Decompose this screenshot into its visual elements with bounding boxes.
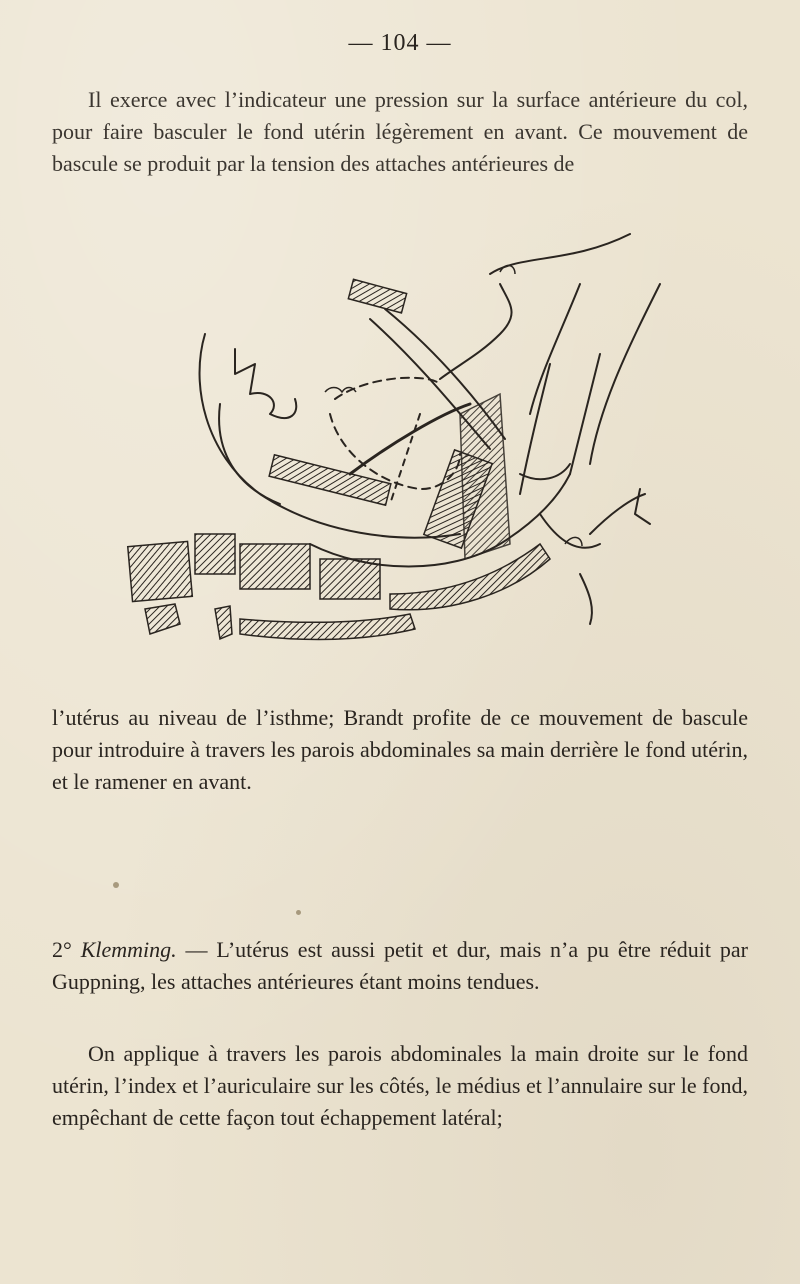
paragraph-4: On applique à travers les parois abdominales la main droite sur le fond utérin, l’index et l’auriculaire sur les côtés, le médius et l’annulaire sur le fond, empêchant de cette façon tout échappement latéral; bbox=[52, 1041, 748, 1130]
paragraph-3 bbox=[52, 934, 748, 998]
print-speck bbox=[296, 910, 301, 915]
anatomical-illustration bbox=[120, 214, 680, 674]
print-speck bbox=[113, 882, 119, 888]
page-number: — 104 — bbox=[348, 30, 452, 56]
paragraph-3-text: — L’utérus est aussi petit et dur, mais n’a pu être réduit par Guppning, les attaches antérieures étant moins tendues. bbox=[52, 937, 749, 994]
author-name: Klemming. bbox=[80, 937, 177, 962]
paragraph-1: Il exerce avec l’indicateur une pression sur la surface antérieure du col, pour faire basculer le fond utérin légèrement en avant. Ce mouvement de bascule se produit par la tension des attaches antérieures de bbox=[52, 87, 748, 176]
paragraph-2: l’utérus au niveau de l’isthme; Brandt profite de ce mouvement de bascule pour introduire à travers les parois abdominales sa main derrière le fond utérin, et le ramener en avant. bbox=[52, 705, 748, 794]
illustration-svg bbox=[120, 214, 680, 674]
section-number: 2° bbox=[52, 937, 72, 962]
